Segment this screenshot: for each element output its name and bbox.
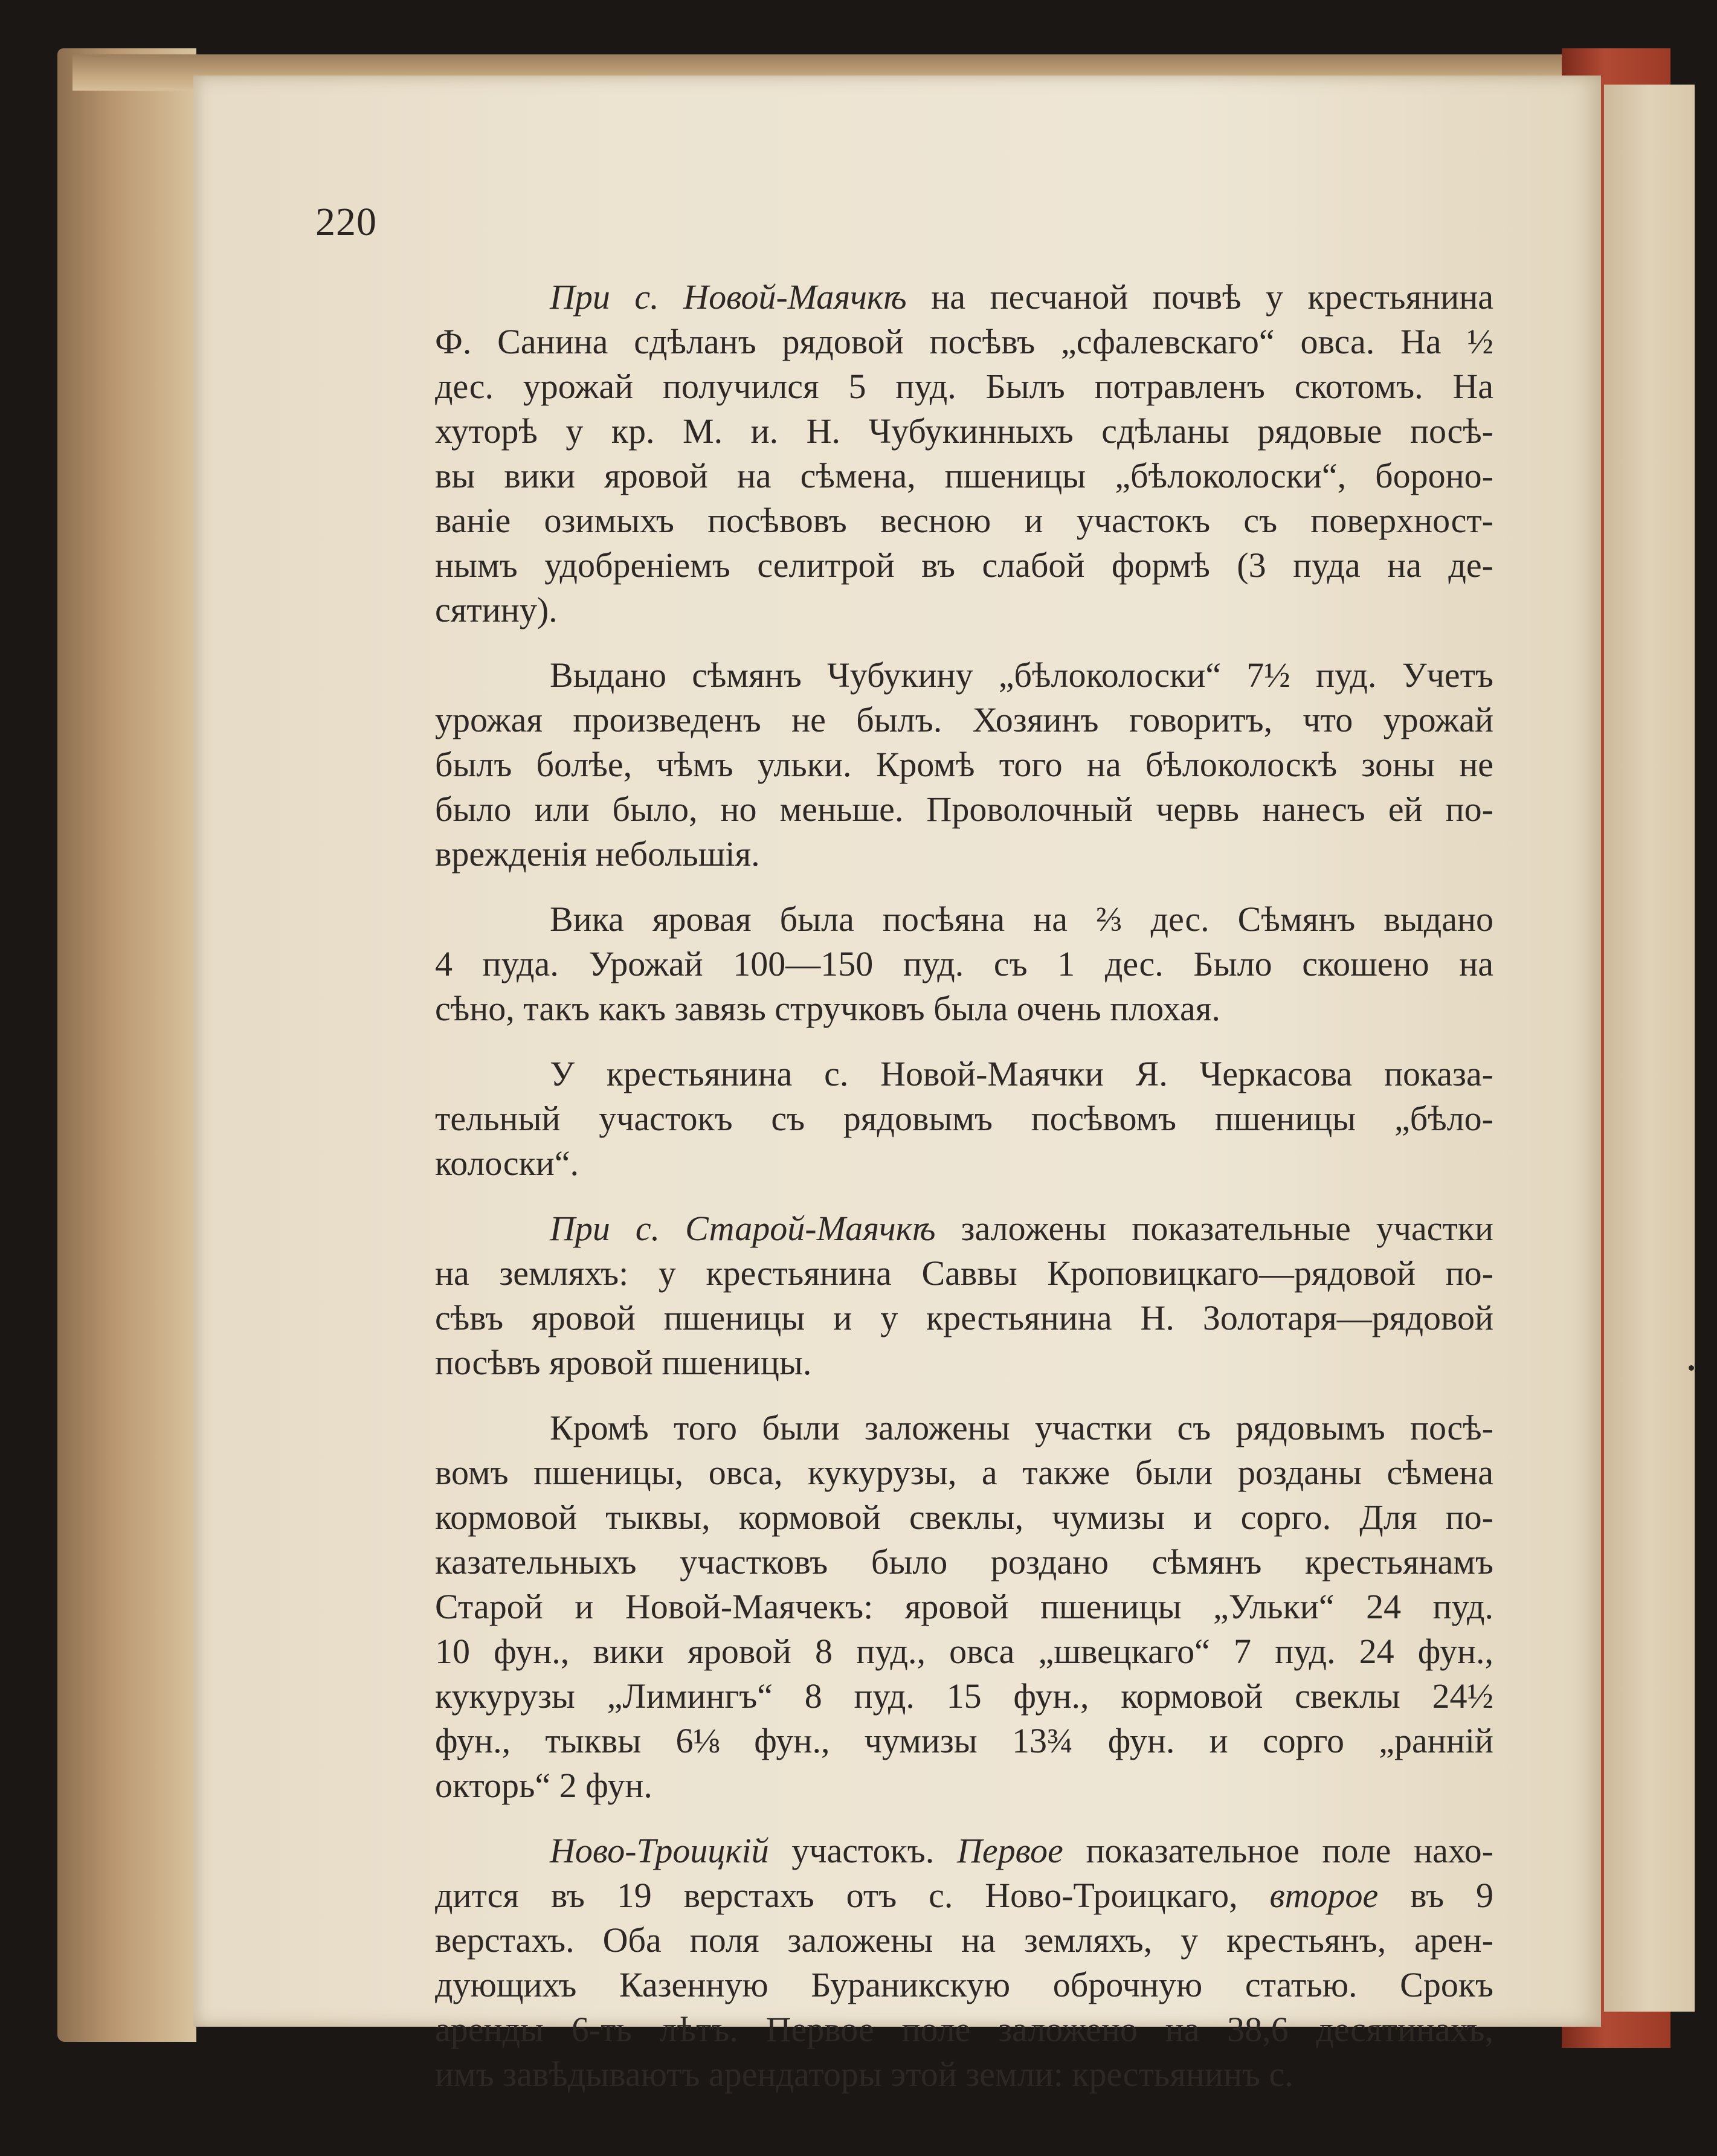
text-run: участокъ.: [768, 1831, 957, 1870]
text-run: врежденiя небольшiя.: [435, 834, 760, 874]
text-line: [435, 1206, 1493, 1251]
text-line: [435, 1873, 1493, 1918]
text-run: дес. урожай получился 5 пуд. Былъ потравленъ скотомъ. На: [435, 367, 1493, 406]
text-run: былъ болѣе, чѣмъ ульки. Кромѣ того на бѣлоколоскѣ зоны не: [435, 745, 1493, 784]
text-line: [435, 1406, 1493, 1450]
text-run: Выдано сѣмянъ Чубукину „бѣлоколоски“ 7½ пуд. Учетъ: [550, 655, 1493, 695]
paragraph-gap: [435, 632, 1493, 653]
text-line: [435, 1096, 1493, 1141]
text-run: Вика яровая была посѣяна на ⅔ дес. Сѣмянъ выдано: [550, 899, 1493, 939]
text-line: [435, 498, 1493, 543]
text-run: 4 пуда. Урожай 100—150 пуд. съ 1 дес. Было скошено на: [435, 944, 1493, 983]
paragraph: [435, 1052, 1493, 1186]
text-line: [435, 787, 1493, 832]
paragraph-gap: [435, 1385, 1493, 1406]
text-line: [435, 1052, 1493, 1096]
text-run: заложены показательные участки: [935, 1209, 1494, 1248]
text-line: [435, 588, 1493, 632]
text-line: [435, 454, 1493, 498]
text-line: [435, 1918, 1493, 1963]
text-run: вомъ пшеницы, овса, кукурузы, а также были розданы сѣмена: [435, 1453, 1493, 1492]
text-run: было или было, но меньше. Проволочный червь нанесъ ей по-: [435, 790, 1493, 829]
text-line: [435, 1296, 1493, 1340]
text-run: фун., тыквы 6⅛ фун., чумизы 13¾ фун. и сорго „раннiй: [435, 1721, 1493, 1760]
text-run: сятину).: [435, 590, 558, 629]
text-run: показательное поле нахо-: [1063, 1831, 1493, 1870]
text-run: Старой и Новой-Маячекъ: яровой пшеницы „Ульки“ 24 пуд.: [435, 1587, 1493, 1626]
italic-text-run: При с. Старой-Маячкѣ: [550, 1209, 936, 1248]
text-run: кукурузы „Лимингъ“ 8 пуд. 15 фун., кормовой свеклы 24½: [435, 1676, 1493, 1716]
text-run: имъ завѣдываютъ арендаторы этой земли: крестьянинъ с.: [435, 2055, 1293, 2094]
text-run: ванiе озимыхъ посѣвовъ весною и участокъ съ поверхност-: [435, 501, 1493, 540]
text-line: [435, 698, 1493, 742]
paragraph: [435, 275, 1493, 632]
italic-text-run: Первое: [957, 1831, 1063, 1870]
text-line: [435, 320, 1493, 364]
text-run: У крестьянина с. Новой-Маячки Я. Черкасова показа-: [550, 1054, 1493, 1093]
italic-text-run: При с. Новой-Маячкѣ: [550, 277, 907, 317]
text-line: [435, 1540, 1493, 1585]
text-line: [435, 364, 1493, 409]
text-run: окторь“ 2 фун.: [435, 1766, 652, 1805]
text-run: на песчаной почвѣ у крестьянина: [906, 277, 1493, 317]
text-run: тельный участокъ съ рядовымъ посѣвомъ пшеницы „бѣло-: [435, 1099, 1493, 1138]
facing-page-edge: [1604, 85, 1695, 2012]
text-run: кормовой тыквы, кормовой свеклы, чумизы и сорго. Для по-: [435, 1498, 1493, 1537]
paragraph-gap: [435, 877, 1493, 897]
text-line: [435, 1963, 1493, 2007]
text-line: [435, 1674, 1493, 1719]
text-line: [435, 2052, 1493, 2097]
text-run: вы вики яровой на сѣмена, пшеницы „бѣлоколоски“, бороно-: [435, 456, 1493, 495]
paragraph: [435, 1406, 1493, 1808]
text-line: [435, 275, 1493, 320]
text-run: казательныхъ участковъ было роздано сѣмянъ крестьянамъ: [435, 1542, 1493, 1582]
text-run: посѣвъ яровой пшеницы.: [435, 1343, 812, 1382]
text-run: на земляхъ: у крестьянина Саввы Кроповицкаго—рядовой по-: [435, 1253, 1493, 1293]
text-run: Ф. Санина сдѣланъ рядовой посѣвъ „сфалевскаго“ овса. На ½: [435, 322, 1493, 361]
text-line: [435, 742, 1493, 787]
text-line: [435, 2007, 1493, 2052]
paragraph-gap: [435, 1186, 1493, 1206]
text-run: сѣвъ яровой пшеницы и у крестьянина Н. Золотаря—рядовой: [435, 1298, 1493, 1337]
paragraph: [435, 897, 1493, 1031]
text-line: [435, 1340, 1493, 1385]
text-run: нымъ удобренiемъ селитрой въ слабой формѣ (3 пуда на де-: [435, 545, 1493, 585]
page-body-text: [435, 275, 1493, 2097]
text-line: [435, 1629, 1493, 1674]
paragraph-gap: [435, 1808, 1493, 1829]
text-run: аренды 6-ть лѣтъ. Первое поле заложено на 38,6 десятинахъ,: [435, 2010, 1493, 2049]
text-line: [435, 1763, 1493, 1808]
paragraph-gap: [435, 1031, 1493, 1052]
text-run: урожая произведенъ не былъ. Хозяинъ говоритъ, что урожай: [435, 700, 1493, 739]
text-line: [435, 1719, 1493, 1763]
text-line: [435, 832, 1493, 877]
paragraph: [435, 653, 1493, 877]
text-line: [435, 653, 1493, 698]
paragraph: [435, 1206, 1493, 1385]
text-line: [435, 986, 1493, 1031]
text-line: [435, 1141, 1493, 1186]
text-line: [435, 1829, 1493, 1873]
text-line: [435, 897, 1493, 942]
text-run: въ 9: [1378, 1876, 1494, 1915]
text-line: [435, 1585, 1493, 1629]
text-line: [435, 409, 1493, 454]
text-run: хуторѣ у кр. М. и. Н. Чубукинныхъ сдѣланы рядовые посѣ-: [435, 411, 1493, 451]
text-line: [435, 1495, 1493, 1540]
text-line: [435, 543, 1493, 588]
text-run: дующихъ Казенную Бураникскую оброчную статью. Срокъ: [435, 1965, 1493, 2004]
paragraph: [435, 1829, 1493, 2097]
book-page-edges-left: [57, 48, 196, 2042]
text-run: колоски“.: [435, 1144, 579, 1183]
text-run: 10 фун., вики яровой 8 пуд., овса „швецкаго“ 7 пуд. 24 фун.,: [435, 1632, 1493, 1671]
text-run: Кромѣ того были заложены участки съ рядовымъ посѣ-: [550, 1408, 1493, 1447]
text-line: [435, 1251, 1493, 1296]
text-run: верстахъ. Оба поля заложены на земляхъ, у крестьянъ, арен-: [435, 1920, 1493, 1960]
text-line: [435, 942, 1493, 986]
text-run: дится въ 19 верстахъ отъ с. Ново-Троицкаго,: [435, 1876, 1270, 1915]
ink-spot: [1689, 1365, 1694, 1371]
page-number: 220: [315, 200, 377, 244]
italic-text-run: второе: [1269, 1876, 1379, 1915]
text-line: [435, 1450, 1493, 1495]
italic-text-run: Ново-Троицкiй: [550, 1831, 769, 1870]
text-run: сѣно, такъ какъ завязь стручковъ была очень плохая.: [435, 989, 1220, 1028]
